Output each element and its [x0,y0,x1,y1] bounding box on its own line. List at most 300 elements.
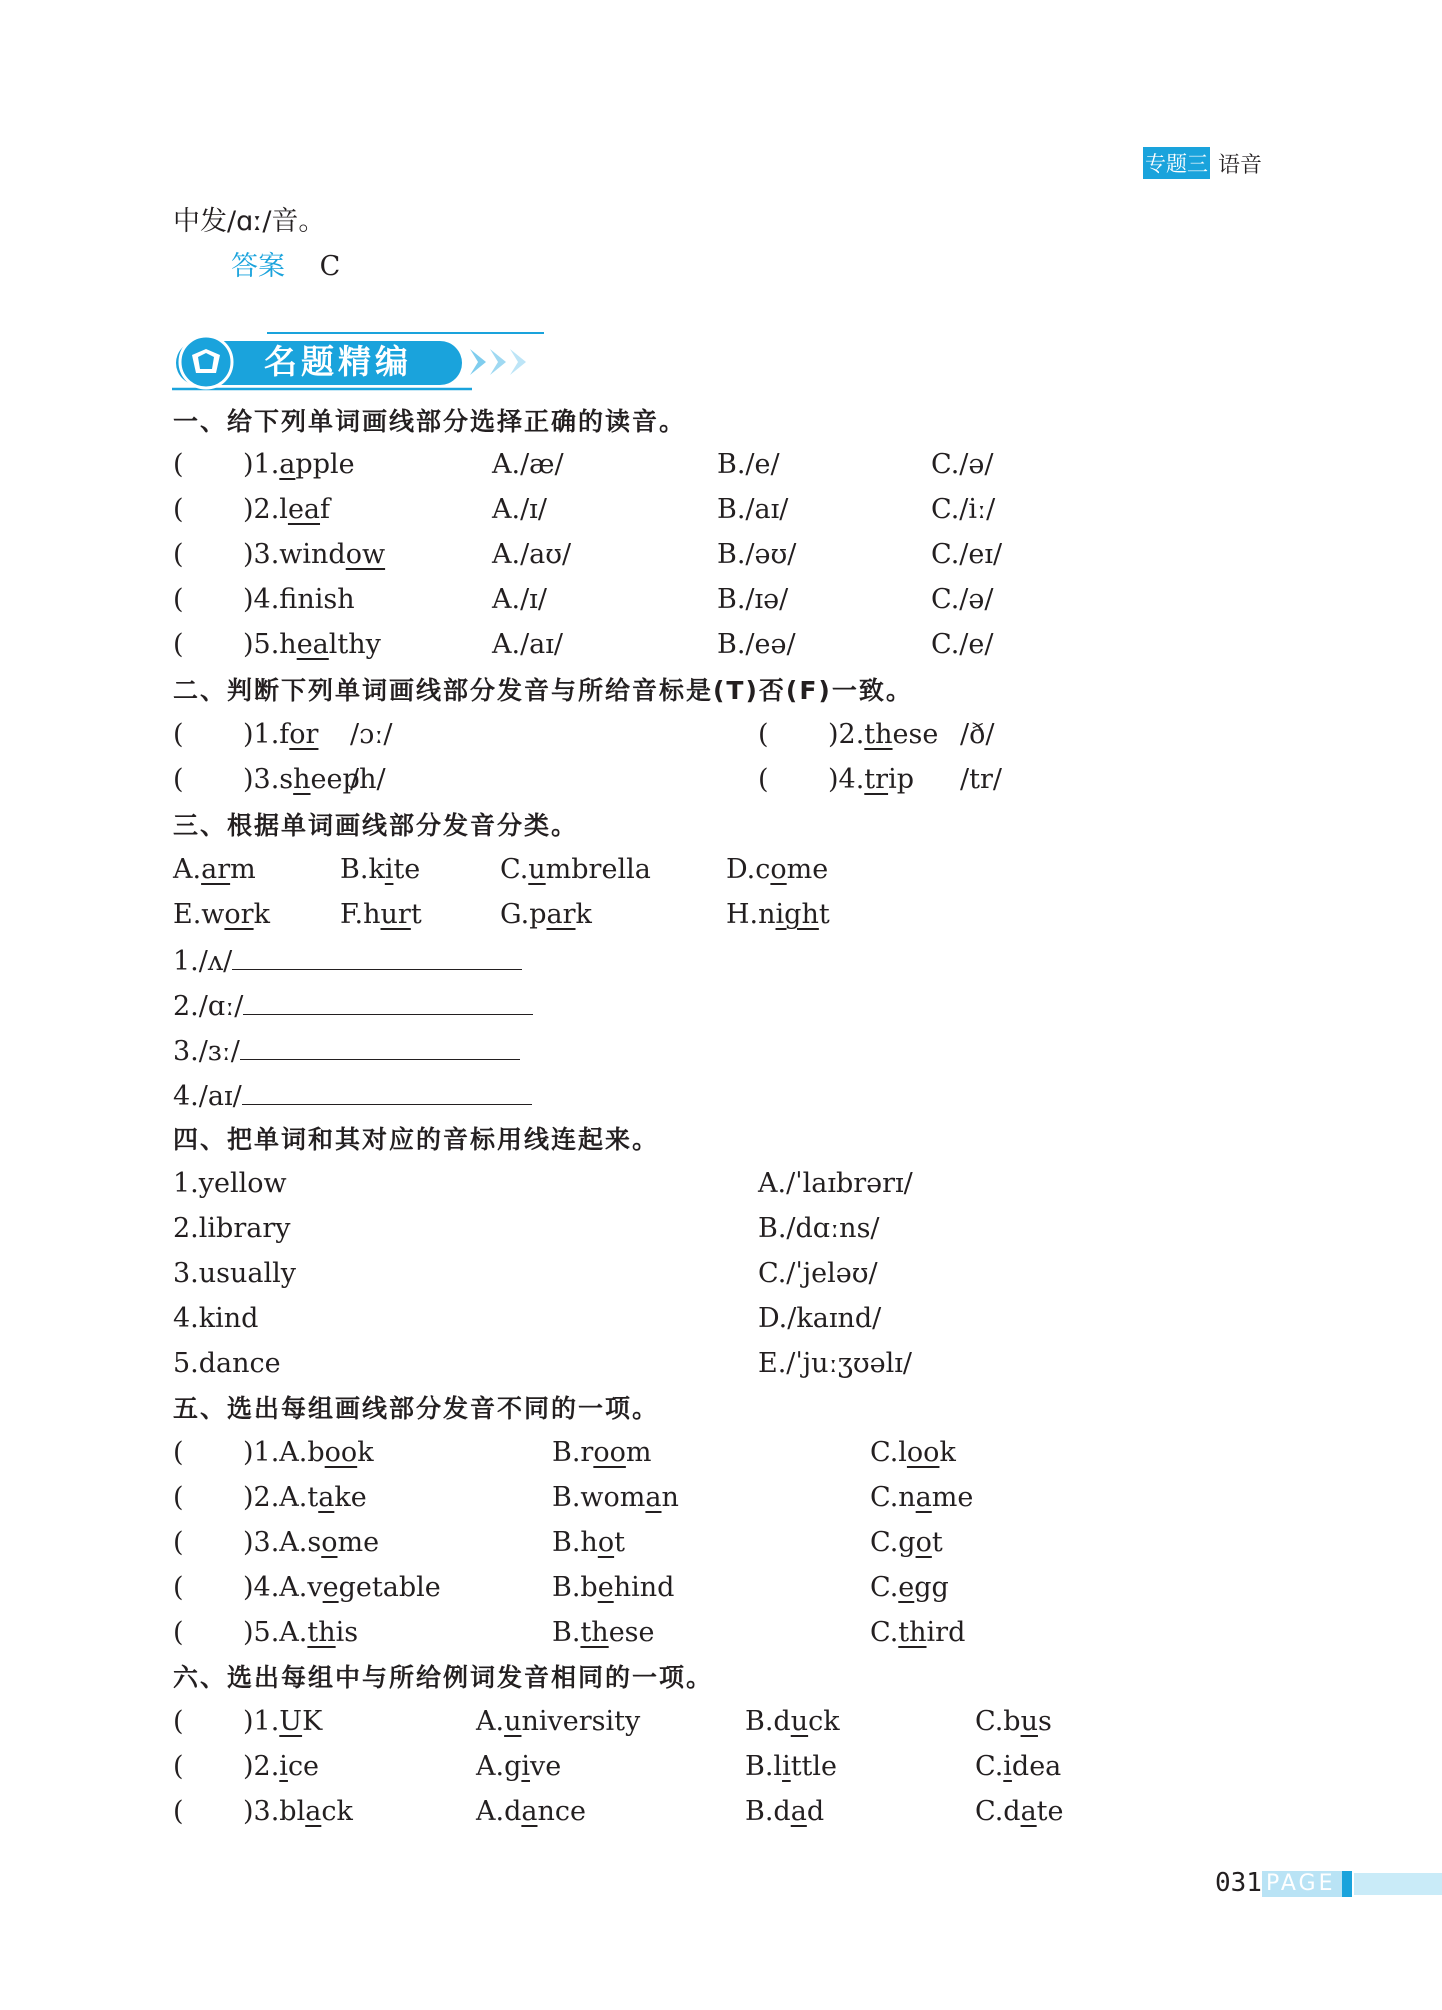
option-a [243,1616,358,1650]
answer-blank[interactable] [242,1078,532,1105]
topic-tag: 专题三 [1143,147,1210,179]
page-word: PAGE [1262,1871,1346,1897]
target-word-underlined: ow [345,539,386,570]
option-word-underlined: th [898,1617,927,1648]
classify-word [340,853,420,887]
option-word-post: ve [530,1751,562,1782]
option-word-post: k [939,1437,956,1468]
option-word-underlined: i [521,1751,531,1782]
classify-blank-row [173,943,522,979]
option-word [870,1617,965,1648]
option-word [745,1796,824,1827]
word-letter: F. [340,899,364,930]
option-b: B./aɪ/ [717,494,789,525]
answer-paren: ( [173,449,184,480]
option-b [745,1750,837,1784]
question-number: )2. [243,494,280,525]
word-text-pre: h [363,899,381,930]
classify-word [340,898,422,932]
section-3-heading: 三、根据单词画线部分发音分类。 [173,811,579,840]
question-number: )1. [243,449,280,480]
word-letter: B. [340,854,369,885]
option-word-post: hind [613,1572,675,1603]
section-2-heading: 二、判断下列单词画线部分发音与所给音标是(T)否(F)一致。 [173,676,913,705]
option-a [476,1795,586,1829]
option-c: C./eɪ/ [931,539,1003,570]
option-word-post: gg [914,1572,949,1603]
option-word-underlined: e [898,1572,915,1603]
target-word [279,719,318,750]
option-word [870,1437,956,1468]
section-1-heading: 一、给下列单词画线部分选择正确的读音。 [173,407,687,436]
option-word-post: me [931,1482,974,1513]
option-c [975,1795,1064,1829]
option-word-post: k [357,1437,374,1468]
option-a [243,1481,367,1515]
word-text [368,854,420,885]
question-number: )1. [243,1437,280,1468]
word-letter: D. [726,854,756,885]
question-word [243,448,355,482]
answer-blank[interactable] [243,988,533,1015]
answer-paren: ( [173,1706,184,1737]
option-word [975,1796,1064,1827]
section-4-heading: 四、把单词和其对应的音标用线连起来。 [173,1125,660,1154]
option-word-underlined: i [782,1751,791,1782]
given-phonetic: /ɔː/ [350,719,393,750]
classify-blank-row [173,1078,532,1114]
word-text-post: te [393,854,421,885]
option-word-underlined: oo [593,1437,626,1468]
word-text [363,899,422,930]
option-c [870,1526,943,1560]
option-word-post: ird [926,1617,966,1648]
target-word-post: lthy [328,629,381,660]
word-text-post: m [230,854,256,885]
question-number: )3. [243,764,280,795]
target-word-pre: f [279,584,298,615]
option-word-pre: A.b [279,1437,325,1468]
given-phonetic: /tr/ [960,764,1002,795]
target-word-underlined: i [279,1751,288,1782]
answer-paren: ( [758,719,769,750]
question-word [243,538,385,572]
question-word [828,763,914,797]
target-word-post: eep [310,764,360,795]
intro-text: 中发/ɑː/音。 [173,206,326,237]
option-word-post: te [1036,1796,1064,1827]
target-word-underlined: ea [287,494,321,525]
option-word-pre: A.d [476,1796,522,1827]
word-text [201,854,256,885]
word-text-underlined: ur [380,899,411,930]
option-word-post: me [337,1527,380,1558]
target-word [279,1796,353,1827]
option-word [870,1572,949,1603]
answer-paren: ( [173,1437,184,1468]
word-text-pre: w [201,899,225,930]
target-word-post: nish [297,584,355,615]
option-word-pre: A.s [279,1527,322,1558]
word-text-pre: p [529,899,547,930]
section-banner [172,331,552,393]
option-word-pre: A. [279,1617,308,1648]
given-phonetic: /ð/ [960,719,995,750]
answer-paren: ( [173,1796,184,1827]
option-word-pre: B. [552,1617,581,1648]
word-text-underlined: u [528,854,546,885]
question-number: )3. [243,1796,280,1827]
target-word-underlined: th [864,719,893,750]
word-text-post: k [575,899,592,930]
option-c: C./e/ [931,629,994,660]
target-word-underlined: U [279,1706,303,1737]
question-word [243,583,355,617]
option-word-pre: B.l [745,1751,783,1782]
answer-blank[interactable] [240,1033,520,1060]
option-word-underlined: o [321,1527,338,1558]
target-word [279,629,381,660]
option-word-underlined: u [790,1706,809,1737]
target-word-pre: l [279,494,288,525]
option-word-post: niversity [521,1706,641,1737]
target-word [279,494,330,525]
target-word [864,719,938,750]
target-word-post: K [302,1706,323,1737]
option-word-post: dea [1011,1751,1062,1782]
option-word-post: nce [537,1796,586,1827]
option-word [476,1706,640,1737]
option-a: A./æ/ [492,449,564,480]
page-tail [1354,1873,1442,1895]
target-word [279,449,354,480]
option-word-post: m [625,1437,652,1468]
target-word-underlined: or [289,719,319,750]
word-text-post: mbrella [545,854,651,885]
option-b: B./e/ [717,449,780,480]
target-word-underlined: tr [864,764,889,795]
option-word [975,1706,1052,1737]
option-a [476,1750,561,1784]
option-b: B./əʊ/ [717,539,797,570]
option-b [552,1481,679,1515]
option-c: C./iː/ [931,494,996,525]
option-c [975,1750,1061,1784]
example-word [243,1705,322,1739]
option-word-post: d [806,1796,825,1827]
option-word [870,1527,943,1558]
option-word-underlined: o [597,1527,615,1558]
question-number: )1. [243,1706,280,1737]
answer-paren: ( [758,764,769,795]
answer-paren: ( [173,1527,184,1558]
answer-paren: ( [173,629,184,660]
word-letter: H. [726,899,759,930]
option-word-underlined: o [915,1527,932,1558]
answer-paren: ( [173,764,184,795]
target-word-post: ck [321,1796,353,1827]
option-c [870,1481,973,1515]
classify-word [500,898,592,932]
match-phonetic: D./kaɪnd/ [758,1303,882,1334]
option-word-pre: B.d [745,1796,791,1827]
word-text-underlined: or [224,899,254,930]
option-c [975,1705,1052,1739]
option-word [552,1527,625,1558]
target-word-pre: wind [279,539,346,570]
option-word-post: ck [808,1706,840,1737]
sound-label: 2./ɑː/ [173,991,244,1022]
option-word [476,1796,586,1827]
question-number: )4. [243,584,280,615]
target-word-underlined: a [305,1796,322,1827]
option-a: A./ɪ/ [492,584,547,615]
question-number: )4. [243,1572,280,1603]
option-c: C./ə/ [931,449,994,480]
answer-paren: ( [173,719,184,750]
option-b: B./ɪə/ [717,584,789,615]
option-a [476,1705,640,1739]
option-a: A./aʊ/ [492,539,572,570]
sound-label: 1./ʌ/ [173,946,233,977]
option-b [745,1795,824,1829]
word-text-post: t [410,899,422,930]
option-word-pre: A.v [279,1572,323,1603]
target-word-pre: h [279,629,297,660]
question-word [243,493,330,527]
option-word-underlined: th [580,1617,609,1648]
match-phonetic: C./ˈjeləʊ/ [758,1258,878,1289]
target-word [279,584,354,615]
option-word [279,1527,379,1558]
word-text [755,854,828,885]
sound-label: 3./ɜː/ [173,1036,240,1067]
question-word [243,763,360,797]
option-word-pre: B.wom [552,1482,646,1513]
topic-header [1143,147,1262,179]
option-word-pre: B.b [552,1572,598,1603]
word-text [201,899,270,930]
option-c: C./ə/ [931,584,994,615]
match-word: 2.library [173,1213,291,1244]
option-word-pre: C.g [870,1527,916,1558]
word-text-pre: c [755,854,771,885]
target-word-pre: s [279,764,294,795]
option-word-post: t [614,1527,625,1558]
option-word-pre: A. [476,1706,505,1737]
target-word [279,1751,319,1782]
option-word-pre: C. [870,1572,899,1603]
word-letter: E. [173,899,202,930]
option-word-underlined: a [915,1482,932,1513]
match-word: 4.kind [173,1303,259,1334]
option-word [745,1706,840,1737]
option-word-pre: B.h [552,1527,598,1558]
option-word-underlined: a [645,1482,662,1513]
answer-blank[interactable] [232,943,522,970]
option-word [870,1482,973,1513]
classify-word [726,898,830,932]
option-word-underlined: oo [324,1437,358,1468]
option-word-pre: C.d [975,1796,1021,1827]
option-word-underlined: u [504,1706,522,1737]
question-number: )1. [243,719,280,750]
question-number: )2. [243,1482,280,1513]
classify-word [500,853,651,887]
target-word [279,1706,322,1737]
target-word-post: pple [295,449,355,480]
option-c [870,1571,949,1605]
answer-paren: ( [173,1482,184,1513]
option-word-pre: C.b [975,1706,1021,1737]
word-letter: A. [173,854,202,885]
word-text [758,899,830,930]
word-text-pre: k [368,854,385,885]
option-word-underlined: a [1020,1796,1037,1827]
option-b: B./eə/ [717,629,796,660]
option-word-pre: C. [975,1751,1004,1782]
question-number: )3. [243,539,280,570]
option-word [279,1437,373,1468]
classify-word [173,898,270,932]
target-word [864,764,914,795]
option-b [552,1436,651,1470]
target-word-post: ip [888,764,914,795]
match-word: 3.usually [173,1258,297,1289]
option-word [975,1751,1061,1782]
option-word [552,1617,655,1648]
match-word: 5.dance [173,1348,281,1379]
match-word: 1.yellow [173,1168,287,1199]
option-word-post: t [931,1527,943,1558]
answer-paren: ( [173,494,184,525]
answer-paren: ( [173,539,184,570]
example-word [243,1750,319,1784]
section-6-heading: 六、选出每组中与所给例词发音相同的一项。 [173,1663,714,1692]
target-word-post: ese [892,719,939,750]
option-c [870,1436,956,1470]
question-number: )2. [243,1751,280,1782]
option-b [552,1571,674,1605]
question-word [243,628,381,662]
classify-word [173,853,256,887]
option-word-post: ke [334,1482,367,1513]
option-word-pre: C. [870,1617,899,1648]
option-word-underlined: a [790,1796,807,1827]
option-word-underlined: th [307,1617,336,1648]
topic-title: 语音 [1217,152,1262,178]
banner-title: 名题精编 [264,342,412,381]
option-word-underlined: oo [906,1437,940,1468]
target-word-pre: f [279,719,290,750]
word-letter: G. [500,899,530,930]
option-word-underlined: a [318,1482,335,1513]
option-word-underlined: i [1003,1751,1012,1782]
sound-label: 4./aɪ/ [173,1081,242,1112]
match-phonetic: B./dɑːns/ [758,1213,880,1244]
option-word [552,1482,679,1513]
option-word [279,1482,366,1513]
answer-paren: ( [173,584,184,615]
option-b [552,1616,655,1650]
option-word-underlined: u [1020,1706,1038,1737]
option-word-post: getable [338,1572,441,1603]
target-word-underlined: ea [296,629,329,660]
option-a [243,1526,379,1560]
option-c [870,1616,965,1650]
word-text-pre: n [758,899,776,930]
question-word [243,718,318,752]
question-word [828,718,938,752]
question-number: )5. [243,1617,280,1648]
option-word-underlined: a [521,1796,538,1827]
page-number: 031 [1215,1868,1262,1898]
option-word-underlined: e [322,1572,339,1603]
option-word-post: ese [608,1617,655,1648]
target-word [279,539,385,570]
target-word-underlined: h [293,764,311,795]
question-number: )5. [243,629,280,660]
option-word-post: s [1037,1706,1052,1737]
answer-value: C [319,251,341,282]
option-word [476,1751,561,1782]
option-word [279,1617,358,1648]
classify-word [726,853,828,887]
option-a: A./aɪ/ [492,629,564,660]
target-word-underlined: a [279,449,296,480]
given-phonetic: /h/ [350,764,386,795]
option-word-pre: B.r [552,1437,594,1468]
answer-paren: ( [173,1617,184,1648]
word-text-underlined: igh [775,899,819,930]
question-number: )4. [828,764,865,795]
match-phonetic: E./ˈjuːʒʊəlɪ/ [758,1348,912,1379]
answer-paren: ( [173,1572,184,1603]
word-text-underlined: ar [201,854,231,885]
page-bar [1342,1871,1352,1897]
option-word [552,1437,651,1468]
option-word-post: ttle [790,1751,838,1782]
option-word-post: is [335,1617,359,1648]
option-word-pre: C.n [870,1482,916,1513]
option-a [243,1436,374,1470]
option-word-pre: C.l [870,1437,907,1468]
word-text-post: k [253,899,270,930]
option-b [552,1526,625,1560]
option-word-pre: A.g [476,1751,522,1782]
option-word [552,1572,674,1603]
option-word-underlined: e [597,1572,614,1603]
word-text [528,854,651,885]
word-text-underlined: o [770,854,787,885]
classify-blank-row [173,988,533,1024]
option-b [745,1705,840,1739]
option-a: A./ɪ/ [492,494,547,525]
option-word-post: n [661,1482,679,1513]
question-number: )2. [828,719,865,750]
option-a [243,1571,441,1605]
target-word-pre: bl [279,1796,306,1827]
classify-blank-row [173,1033,520,1069]
match-phonetic: A./ˈlaɪbrərɪ/ [758,1168,913,1199]
word-text-post: me [786,854,829,885]
answer-label: 答案 [231,251,285,282]
option-word [279,1572,440,1603]
word-text [529,899,592,930]
word-letter: C. [500,854,529,885]
word-text-post: t [818,899,830,930]
answer-line [231,250,340,284]
